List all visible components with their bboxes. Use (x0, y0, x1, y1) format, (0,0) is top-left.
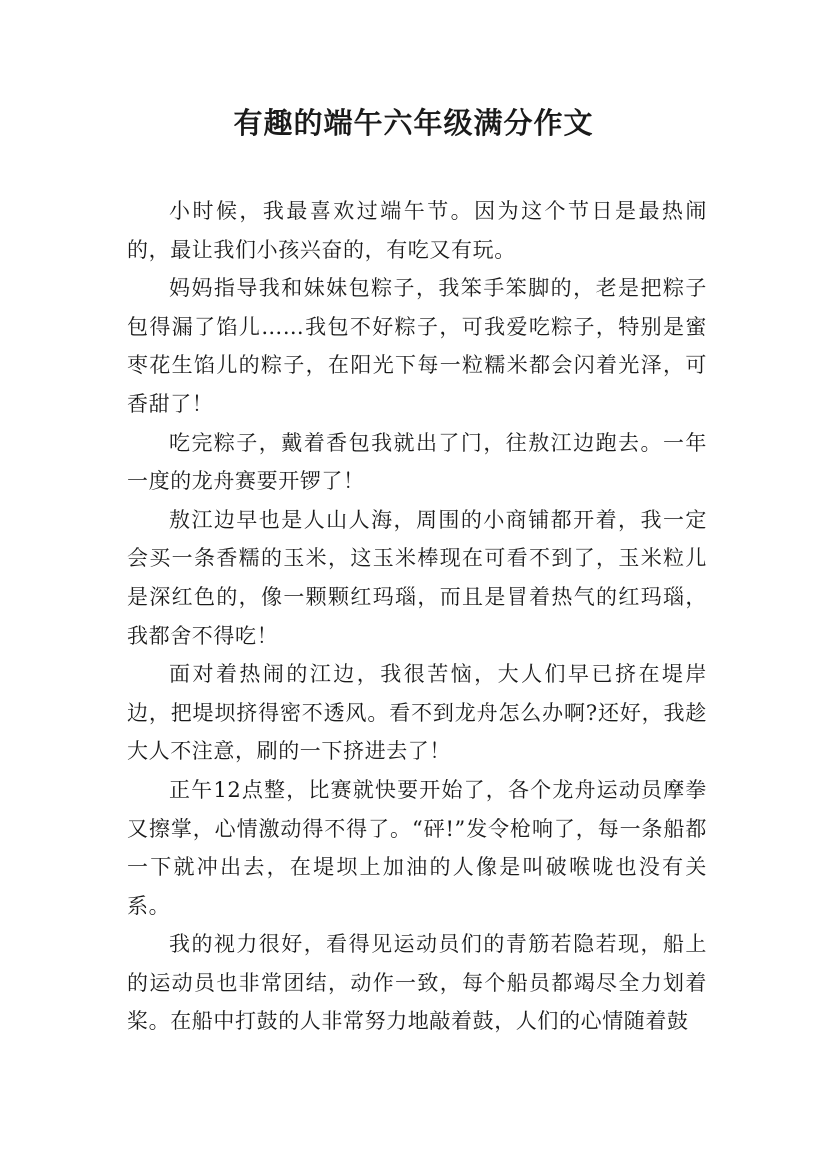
paragraph-7: 我的视力很好，看得见运动员们的青筋若隐若现，船上的运动员也非常团结，动作一致，每个船员都竭尽全力划着桨。在船中打鼓的人非常努力地敲着鼓，人们的心情随着鼓 (127, 932, 707, 1034)
paragraph-6: 正午12点整，比赛就快要开始了，各个龙舟运动员摩拳又擦掌，心情激动得不得了。“砰!”发令枪响了，每一条船都一下就冲出去，在堤坝上加油的人像是叫破喉咙也没有关系。 (127, 777, 707, 918)
paragraph-4: 敖江边早也是人山人海，周围的小商铺都开着，我一定会买一条香糯的玉米，这玉米棒现在可看不到了，玉米粒儿是深红色的，像一颗颗红玛瑙，而且是冒着热气的红玛瑙，我都舍不得吃！ (127, 507, 707, 648)
paragraph-1: 小时候，我最喜欢过端午节。因为这个节日是最热闹的，最让我们小孩兴奋的，有吃又有玩。 (127, 199, 707, 262)
paragraph-2: 妈妈指导我和妹妹包粽子，我笨手笨脚的，老是把粽子包得漏了馅儿……我包不好粽子，可我爱吃粽子，特别是蜜枣花生馅儿的粽子，在阳光下每一粒糯米都会闪着光泽，可香甜了！ (127, 276, 707, 416)
paragraph-5: 面对着热闹的江边，我很苦恼，大人们早已挤在堤岸边，把堤坝挤得密不透风。看不到龙舟怎么办啊?还好，我趁大人不注意，刷的一下挤进去了！ (127, 662, 707, 764)
document-title: 有趣的端午六年级满分作文 (233, 106, 594, 140)
document-body (127, 192, 707, 1041)
paragraph-3: 吃完粽子，戴着香包我就出了门，往敖江边跑去。一年一度的龙舟赛要开锣了！ (127, 430, 707, 494)
